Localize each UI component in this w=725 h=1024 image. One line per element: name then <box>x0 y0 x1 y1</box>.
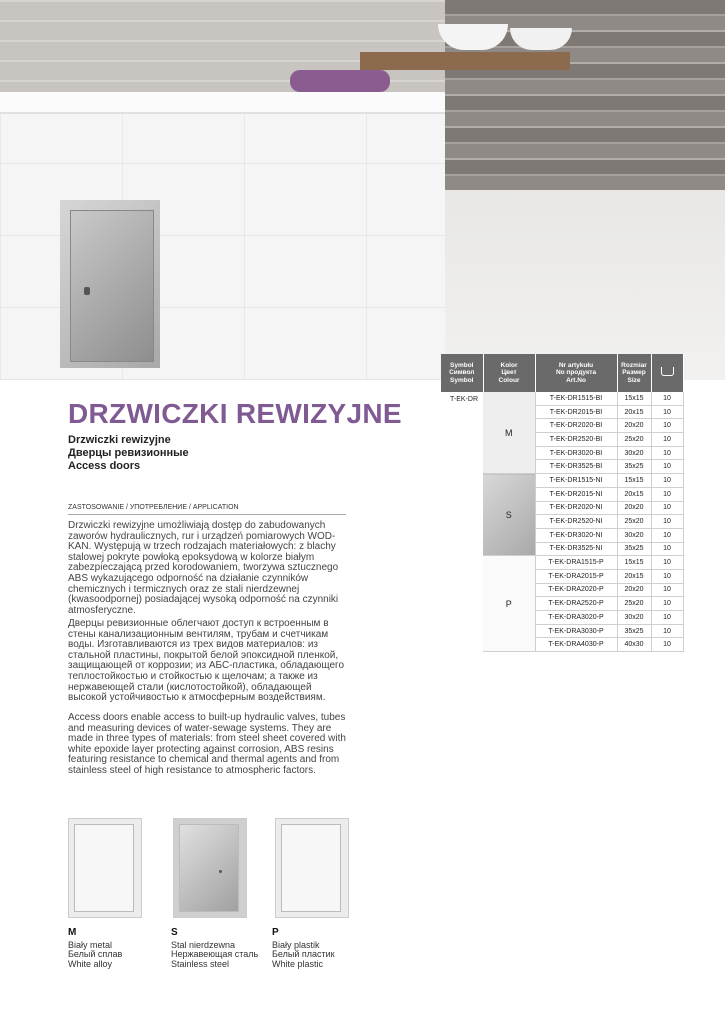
product-caption-m <box>68 928 122 969</box>
size-cell: 35x25 <box>617 542 651 556</box>
product-image-white-alloy <box>68 818 142 918</box>
subtitles <box>68 434 189 473</box>
qty-cell: 10 <box>651 392 683 405</box>
qty-cell: 10 <box>651 446 683 460</box>
caption-line: Белый сплав <box>68 949 123 959</box>
caption-line: Нержавеющая сталь <box>171 949 259 959</box>
bathroom-hero-photo <box>0 0 725 380</box>
page-title: DRZWICZKI REWIZYJNE <box>68 398 402 429</box>
art-no-cell: T-EK-DR1515-NI <box>535 474 617 488</box>
description-pl: Drzwiczki rewizyjne umożliwiają dostęp do zabudowanych zaworów hydraulicznych, rur i urządzeń pomiarowych WOD-KAN. Występują w trzech rodzajach materiałowych: z blachy stalowej pokryte powłoką epoksydową w kolorze białym zabezpieczającą przed korodowaniem, tworzywa sztucznego ABS wykazującego odporność na działanie czynników chemicznych i termicznych oraz ze stali nierdzewnej (kwasoodpornej) posiadającej wysoką odporność na czynniki atmosferyczne. <box>68 520 339 616</box>
art-no-cell: T-EK-DR3525-BI <box>535 460 617 474</box>
product-image-stainless-steel <box>173 818 247 918</box>
header-art-no: Nr artykułu No продукта Art.No <box>535 354 617 392</box>
product-image-white-plastic <box>275 818 349 918</box>
header-pack <box>651 354 683 392</box>
art-no-cell: T-EK-DRA1515-P <box>535 556 617 570</box>
art-no-cell: T-EK-DRA2015-P <box>535 569 617 583</box>
header-symbol: Symbol Символ Symbol <box>441 354 483 392</box>
caption-line: Белый пластик <box>272 949 335 959</box>
size-cell: 30x20 <box>617 611 651 625</box>
qty-cell: 10 <box>651 528 683 542</box>
qty-cell: 10 <box>651 419 683 433</box>
qty-cell: 10 <box>651 542 683 556</box>
colour-cell: P <box>483 556 535 652</box>
door-panel <box>179 824 239 912</box>
header-size: Rozmiar Размер Size <box>617 354 651 392</box>
caption-line: Biały plastik <box>272 939 320 950</box>
size-cell: 35x25 <box>617 624 651 638</box>
subtitle-en: Access doors <box>68 460 141 472</box>
size-cell: 20x15 <box>617 487 651 501</box>
size-cell: 30x20 <box>617 446 651 460</box>
spec-table-body <box>441 392 683 652</box>
qty-cell: 10 <box>651 487 683 501</box>
description-en: Access doors enable access to built-up hydraulic valves, tubes and measuring devices of water-sewage systems. They are made in three types of materials: from steel sheet covered with white epoxide layer protecting against corrosion, ABS resins featuring resistance to chemical and thermal agents and from stainless steel of high resistance to atmospheric factors. <box>68 712 346 776</box>
qty-cell: 10 <box>651 405 683 419</box>
caption-line: White alloy <box>68 958 113 969</box>
art-no-cell: T-EK-DR2015-BI <box>535 405 617 419</box>
lock-icon <box>219 870 222 873</box>
size-cell: 20x20 <box>617 583 651 597</box>
access-door <box>70 210 154 362</box>
qty-cell: 10 <box>651 624 683 638</box>
product-code: M <box>68 927 77 938</box>
door-panel <box>281 824 341 912</box>
product-code: P <box>272 927 279 938</box>
qty-cell: 10 <box>651 501 683 515</box>
art-no-cell: T-EK-DRA4030-P <box>535 638 617 652</box>
art-no-cell: T-EK-DR3525-NI <box>535 542 617 556</box>
table-row <box>441 392 683 405</box>
qty-cell: 10 <box>651 474 683 488</box>
art-no-cell: T-EK-DR2020-NI <box>535 501 617 515</box>
door-lock <box>84 287 90 295</box>
size-cell: 25x20 <box>617 433 651 447</box>
qty-cell: 10 <box>651 433 683 447</box>
art-no-cell: T-EK-DR2020-BI <box>535 419 617 433</box>
size-cell: 30x20 <box>617 528 651 542</box>
caption-line: Stainless steel <box>171 958 230 969</box>
art-no-cell: T-EK-DRA3020-P <box>535 611 617 625</box>
art-no-cell: T-EK-DRA2020-P <box>535 583 617 597</box>
size-cell: 35x25 <box>617 460 651 474</box>
qty-cell: 10 <box>651 611 683 625</box>
product-caption-p <box>272 928 335 969</box>
art-no-cell: T-EK-DR2520-NI <box>535 515 617 529</box>
size-cell: 20x20 <box>617 501 651 515</box>
floor <box>445 190 725 380</box>
description-ru: Дверцы ревизионные облегчают доступ к встроенным в стены канализационным вентилям, трубам и счетчикам воды. Изготавливаются из трех видов материалов: из стальной пластины, покрытой белой эпоксидной пленкой, защищающей от коррозии; из АБС-пластика, обладающего теплостойкостью и стойкостью к щелочам; а также из нержавеющей стали (кислотостойкой), обладающей высокой устойчивостью к атмосферным воздействиям. <box>68 618 345 704</box>
caption-line: White plastic <box>272 958 324 969</box>
product-code: S <box>171 927 178 938</box>
size-cell: 15x15 <box>617 556 651 570</box>
size-cell: 15x15 <box>617 392 651 405</box>
art-no-cell: T-EK-DR2520-BI <box>535 433 617 447</box>
application-label: ZASTOSOWANIE / УПОТРЕБЛЕНИЕ / APPLICATION <box>68 504 239 511</box>
art-no-cell: T-EK-DR3020-NI <box>535 528 617 542</box>
art-no-cell: T-EK-DRA3030-P <box>535 624 617 638</box>
subtitle-ru: Дверцы ревизионные <box>68 447 189 459</box>
caption-line: Stal nierdzewna <box>171 939 236 950</box>
table-header-row <box>441 354 683 392</box>
art-no-cell: T-EK-DR2015-NI <box>535 487 617 501</box>
qty-cell: 10 <box>651 515 683 529</box>
art-no-cell: T-EK-DR3020-BI <box>535 446 617 460</box>
divider <box>68 514 346 515</box>
size-cell: 20x15 <box>617 405 651 419</box>
size-cell: 40x30 <box>617 638 651 652</box>
bucket-icon <box>661 367 674 376</box>
qty-cell: 10 <box>651 597 683 611</box>
size-cell: 15x15 <box>617 474 651 488</box>
subtitle-pl: Drzwiczki rewizyjne <box>68 434 171 446</box>
colour-cell: M <box>483 392 535 474</box>
art-no-cell: T-EK-DRA2520-P <box>535 597 617 611</box>
door-panel <box>74 824 134 912</box>
bathtub-rim <box>0 92 445 114</box>
spec-table <box>441 354 684 652</box>
size-cell: 20x20 <box>617 419 651 433</box>
size-cell: 25x20 <box>617 597 651 611</box>
qty-cell: 10 <box>651 460 683 474</box>
qty-cell: 10 <box>651 583 683 597</box>
header-colour: Kolor Цвет Colour <box>483 354 535 392</box>
symbol-cell: T-EK-DR <box>450 396 478 403</box>
qty-cell: 10 <box>651 638 683 652</box>
size-cell: 25x20 <box>617 515 651 529</box>
caption-line: Biały metal <box>68 939 113 950</box>
qty-cell: 10 <box>651 569 683 583</box>
vanity-shelf <box>360 52 570 70</box>
size-cell: 20x15 <box>617 569 651 583</box>
colour-cell: S <box>483 474 535 556</box>
product-caption-s <box>171 928 258 969</box>
qty-cell: 10 <box>651 556 683 570</box>
towel <box>290 70 390 92</box>
art-no-cell: T-EK-DR1515-BI <box>535 392 617 405</box>
